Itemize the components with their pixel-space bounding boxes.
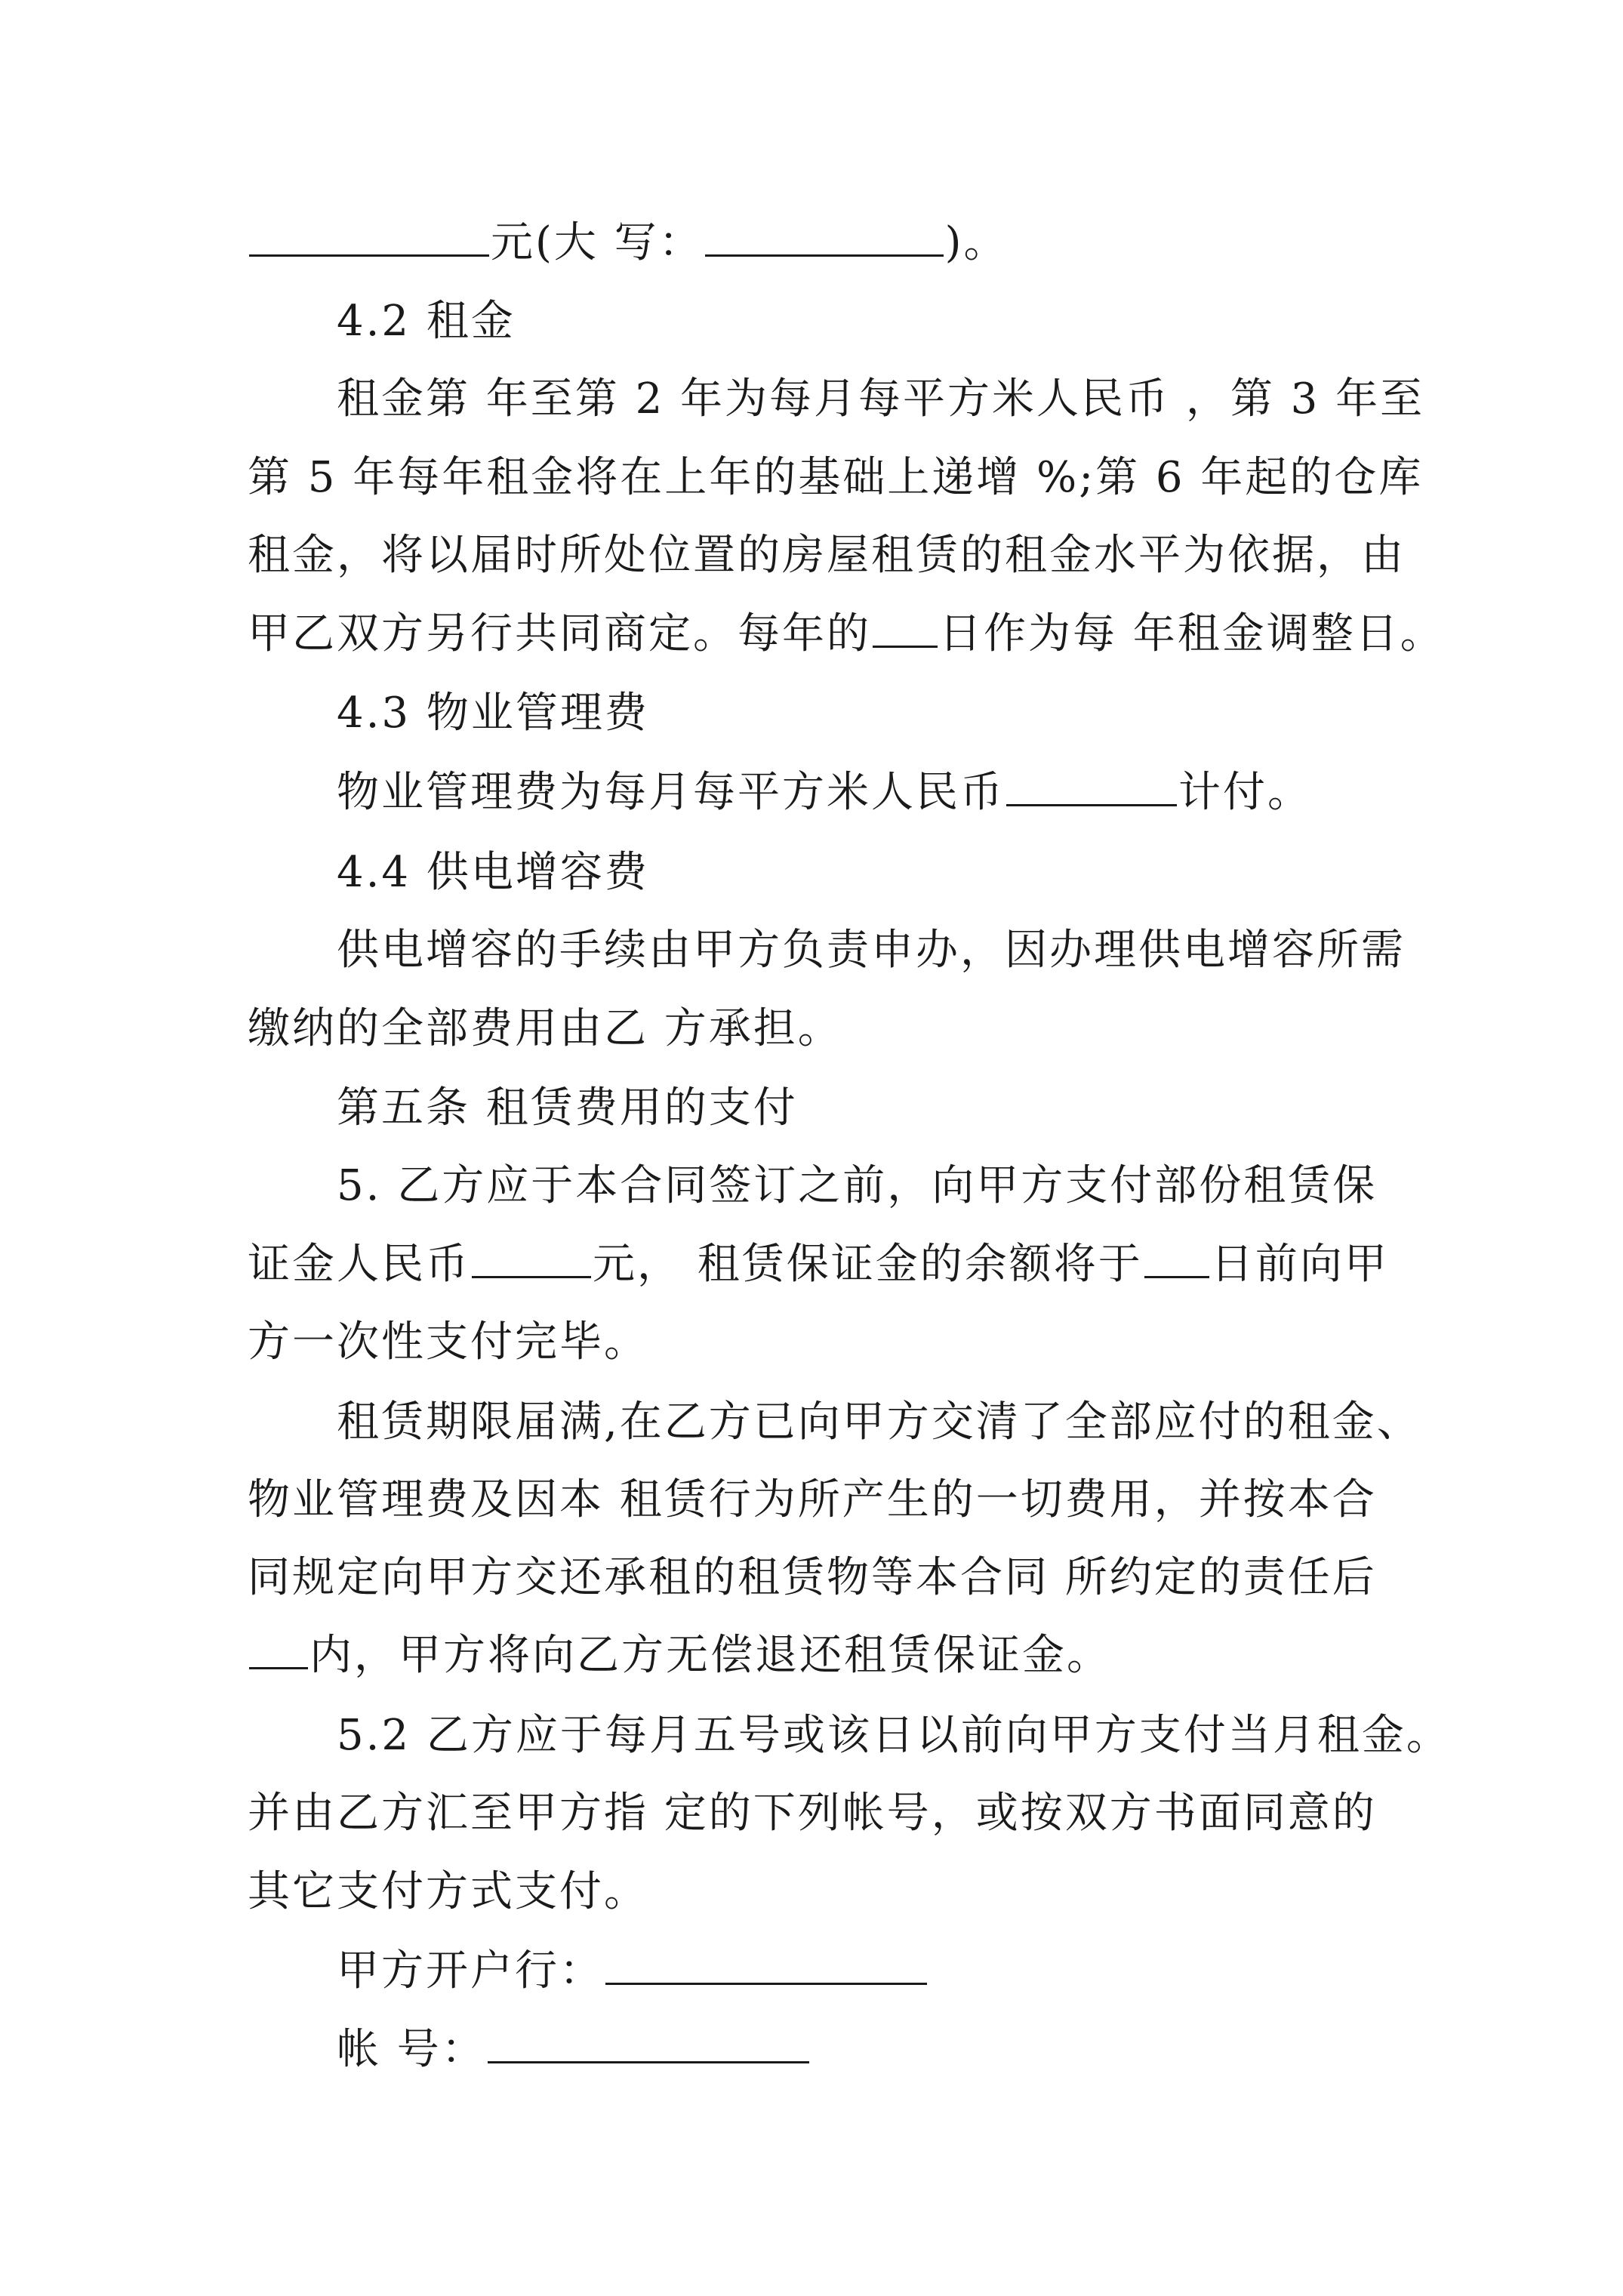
article-heading — [337, 1071, 1620, 1146]
line-text: 租金，将以届时所处位置的房屋租赁的租金水平为依据，由 — [248, 531, 1406, 580]
line-text: 物业管理费为每月每平方米人民币 — [337, 768, 1005, 817]
text-line — [337, 1698, 1620, 1774]
line-text: 证金人民币 — [248, 1240, 470, 1289]
text-line — [248, 1618, 1606, 1693]
line-text: 日前向甲 — [1210, 1240, 1389, 1289]
line-text: 方一次性支付完毕。 — [248, 1318, 648, 1367]
line-text: 日作为每 年租金调整日。 — [939, 609, 1445, 658]
text-line — [248, 1540, 1606, 1616]
text-line — [248, 1854, 1606, 1930]
bank-field-blank — [605, 1940, 927, 1985]
text-line — [337, 913, 1620, 988]
section-heading — [337, 284, 1620, 359]
fill-blank — [472, 1234, 591, 1278]
line-text: 4.4 供电增容费 — [337, 848, 649, 897]
line-text: 甲乙双方另行共同商定。每年的 — [248, 609, 871, 658]
line-text: 4.2 租金 — [337, 297, 516, 346]
fill-blank — [1006, 762, 1177, 806]
text-line — [337, 755, 1620, 831]
text-line — [337, 1385, 1620, 1460]
line-text: 供电增容的手续由甲方负责申办，因办理供电增容所需 — [337, 926, 1406, 975]
account-field-blank — [488, 2019, 809, 2063]
line-text: 内，甲方将向乙方无偿退还租赁保证金。 — [310, 1631, 1111, 1680]
text-line — [248, 1305, 1606, 1380]
account-field-label: 帐 号： — [337, 2025, 486, 2074]
line-text: 元， 租赁保证金的余额将于 — [593, 1240, 1143, 1289]
line-text: 计付。 — [1178, 768, 1312, 817]
bank-field-label: 甲方开户行： — [337, 1946, 604, 1996]
bank-field-line — [337, 1934, 1620, 2009]
fill-blank — [705, 212, 944, 257]
text-line — [248, 1776, 1606, 1851]
text-line — [337, 362, 1620, 437]
line-text: 第五条 租赁费用的支付 — [337, 1083, 798, 1133]
text-line — [248, 1227, 1606, 1302]
text-line — [248, 205, 1606, 281]
text-line — [248, 1462, 1606, 1538]
fill-blank — [1144, 1234, 1209, 1278]
fill-blank — [873, 603, 938, 648]
line-text: 元(大 写： — [491, 218, 704, 267]
line-text: 其它支付方式支付。 — [248, 1867, 648, 1916]
line-text: )。 — [944, 218, 1009, 267]
line-text: 5. 乙方应于本合同签订之前，向甲方支付部份租赁保 — [337, 1161, 1378, 1210]
line-text: 物业管理费及因本 租赁行为所产生的一切费用，并按本合 — [248, 1475, 1377, 1524]
fill-blank — [249, 212, 489, 257]
line-text: 缴纳的全部费用由乙 方承担。 — [248, 1004, 842, 1053]
fill-blank — [249, 1625, 308, 1669]
text-line — [248, 518, 1606, 593]
section-heading — [337, 835, 1620, 911]
text-line — [248, 991, 1606, 1067]
line-text: 租赁期限届满,在乙方已向甲方交清了全部应付的租金、 — [337, 1398, 1421, 1447]
text-line — [337, 1148, 1620, 1224]
line-text: 并由乙方汇至甲方指 定的下列帐号，或按双方书面同意的 — [248, 1789, 1377, 1838]
line-text: 同规定向甲方交还承租的租赁物等本合同 所约定的责任后 — [248, 1553, 1377, 1602]
line-text: 第 5 年每年租金将在上年的基础上递增 %;第 6 年起的仓库 — [248, 453, 1424, 502]
line-text: 租金第 年至第 2 年为每月每平方米人民币 ，第 3 年至 — [337, 374, 1425, 424]
text-line — [248, 440, 1606, 516]
line-text: 4.3 物业管理费 — [337, 689, 649, 738]
section-heading — [337, 676, 1620, 751]
account-field-line — [337, 2012, 1620, 2088]
line-text: 5.2 乙方应于每月五号或该日以前向甲方支付当月租金。 — [337, 1711, 1451, 1760]
text-line — [248, 596, 1606, 672]
